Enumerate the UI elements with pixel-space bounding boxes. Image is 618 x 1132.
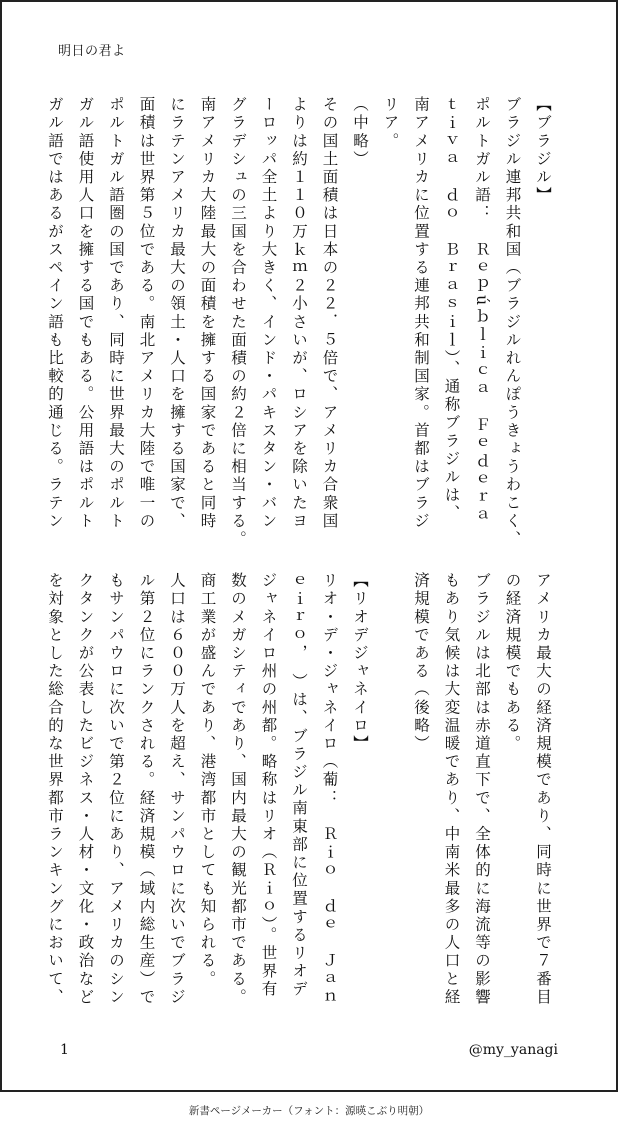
text-line: にラテンアメリカ最大の領土・人口を擁する国家で、 — [168, 96, 186, 531]
text-line: ブラジル連邦共和国（ブラジルれんぽうきょうわこく、 — [503, 96, 522, 549]
text-line: ル第２位にランクされる。経済規模（域内総生産）で — [137, 572, 156, 1007]
text-line: もサンパウロに次いで第２位にあり、アメリカのシン — [107, 572, 125, 1007]
text-line: 商工業が盛んであり、港湾都市としても知られる。 — [198, 572, 217, 989]
text-line: アメリカ最大の経済規模であり、同時に世界で７番目 — [534, 572, 552, 1007]
text-line: （中略） — [351, 96, 369, 169]
text-line: ジャネイロ州の州都。略称はリオ（Ｒｉｏ）。世界有 — [259, 572, 278, 999]
text-block-top — [40, 96, 559, 549]
text-line: の経済規模でもある。 — [503, 572, 522, 753]
text-line: ーロッパ全土より大きく、インド・パキスタン・バン — [259, 96, 278, 531]
text-line: 南アメリカに位置する連邦共和制国家。首都はブラジ — [412, 96, 430, 531]
text-line: ｅｉｒｏ， ）は、ブラジル南東部に位置するリオデ — [290, 572, 308, 999]
text-line: 人口は６００万人を超え、サンパウロに次いでブラジ — [168, 572, 186, 1007]
author-handle: @my_yanagi — [468, 1042, 558, 1058]
text-line: 南アメリカ大陸最大の面積を擁する国家であると同時 — [198, 96, 217, 531]
text-line: もあり気候は大変温暖であり、中南米最多の人口と経 — [442, 572, 461, 1007]
text-line: ブラジルは北部は赤道直下で、全体的に海流等の影響 — [473, 572, 491, 1007]
text-line: 数のメガシティであり、国内最大の観光都市である。 — [229, 572, 247, 1007]
text-line: ガル語使用人口を擁する国でもある。公用語はポルト — [76, 96, 95, 531]
text-line: ｔｉｖａ ｄｏ Ｂｒａｓｉｌ）、通称ブラジルは、 — [442, 96, 461, 523]
text-line: 済規模である（後略） — [412, 572, 430, 753]
text-line: グラデシュの三国を合わせた面積の約２倍に相当する。 — [229, 96, 247, 549]
page-number: 1 — [60, 1042, 69, 1058]
text-line: ポルトガル語圏の国であり、同時に世界最大のポルト — [107, 96, 125, 531]
text-line: リア。 — [381, 96, 400, 151]
text-line: クタンクが公表したビジネス・人材・文化・政治など — [76, 572, 95, 1007]
text-line: 【ブラジル】 — [534, 96, 552, 205]
text-line: 面積は世界第５位である。南北アメリカ大陸で唯一の — [137, 96, 156, 531]
text-line: ポルトガル語： Ｒｅｐúｂｌｉｃａ Ｆｅｄｅｒａ — [473, 96, 491, 525]
header-title: 明日の君よ — [58, 44, 126, 59]
footer-caption: 新書ページメーカー（フォント：源暎こぶり明朝） — [188, 1105, 430, 1117]
text-line: を対象とした総合的な世界都市ランキングにおいて、 — [46, 572, 64, 1007]
text-line: ガル語ではあるがスペイン語も比較的通じる。ラテン — [46, 96, 64, 531]
text-line: 【リオデジャネイロ】 — [351, 572, 369, 753]
text-line: よりは約１１０万ｋｍ２小さいが、ロシアを除いたヨ — [290, 96, 308, 531]
text-line — [375, 572, 406, 1012]
text-line: その国土面積は日本の２２．５倍で、アメリカ合衆国 — [320, 96, 339, 531]
text-block-bottom — [40, 572, 559, 1012]
text-line: リオ・デ・ジャネイロ（葡： Ｒｉｏ ｄｅ Ｊａｎ — [320, 572, 339, 1007]
